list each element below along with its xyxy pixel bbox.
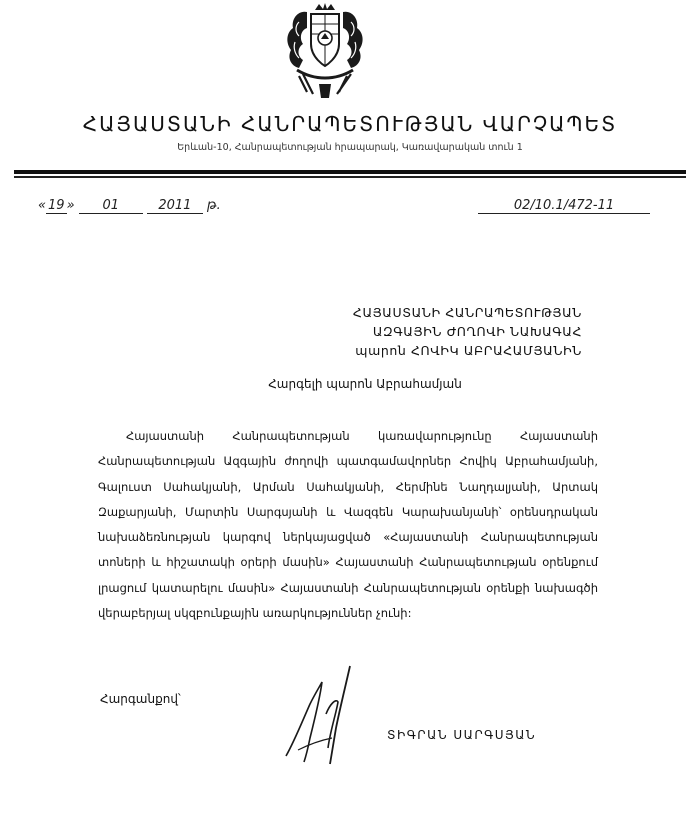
closing: Հարգանքով՝ [100, 692, 181, 706]
coat-of-arms-icon [277, 2, 373, 102]
reference-number: 02/10.1/472-11 [478, 198, 650, 214]
recipient-block [353, 303, 582, 360]
letter-date: « 19 » 01 2011 թ. [38, 198, 221, 213]
salutation: Հարգելի պարոն Աբրահամյան [268, 377, 462, 391]
recipient-line-3: պարոն ՀՈՎԻԿ ԱԲՐԱՀԱՄՅԱՆԻՆ [355, 343, 582, 358]
org-address: Երևան-10, Հանրապետության հրապարակ, Կառավարական տուն 1 [177, 142, 523, 153]
header-rule-thick [14, 170, 686, 174]
signatory-name: ՏԻԳՐԱՆ ՍԱՐԳՍՅԱՆ [387, 728, 537, 742]
recipient-line-1: ՀԱՅԱՍՏԱՆԻ ՀԱՆՐԱՊԵՏՈՒԹՅԱՆ [352, 305, 582, 320]
date-day: 19 [48, 198, 65, 213]
header-rule-thin [14, 176, 686, 178]
recipient-line-2: ԱԶԳԱՅԻՆ ԺՈՂՈՎԻ ՆԱԽԱԳԱՀ [372, 324, 582, 339]
date-year: 2011 [147, 198, 203, 214]
date-month: 01 [79, 198, 143, 214]
signature-icon [280, 652, 380, 772]
letter-body: Հայաստանի Հանրապետության կառավարությունը Հայաստանի Հանրապետության Ազգային ժողովի պատգամավորներ Հովիկ Աբրահամյանի, Գալուստ Սահակյանի, Արման Սահակյանի, Հերմինե Նաղդալյանի, Արտակ Զաքարյանի, Մարտին Սարգսյանի և Վազգեն Կարախանյանի՝ օրենսդրական նախաձեռնության կարգով ներկայացված «Հայաստանի Հանրապետության տոների և հիշատակի օրերի մասին» Հայաստանի Հանրապետության օրենքում լրացում կատարելու մասին» Հայաստանի Հանրապետության օրենքի նախագծի վերաբերյալ սկզբունքային առարկություններ չունի: [98, 429, 598, 621]
org-title: ՀԱՅԱՍՏԱՆԻ ՀԱՆՐԱՊԵՏՈՒԹՅԱՆ ՎԱՐՉԱՊԵՏ [82, 112, 618, 136]
